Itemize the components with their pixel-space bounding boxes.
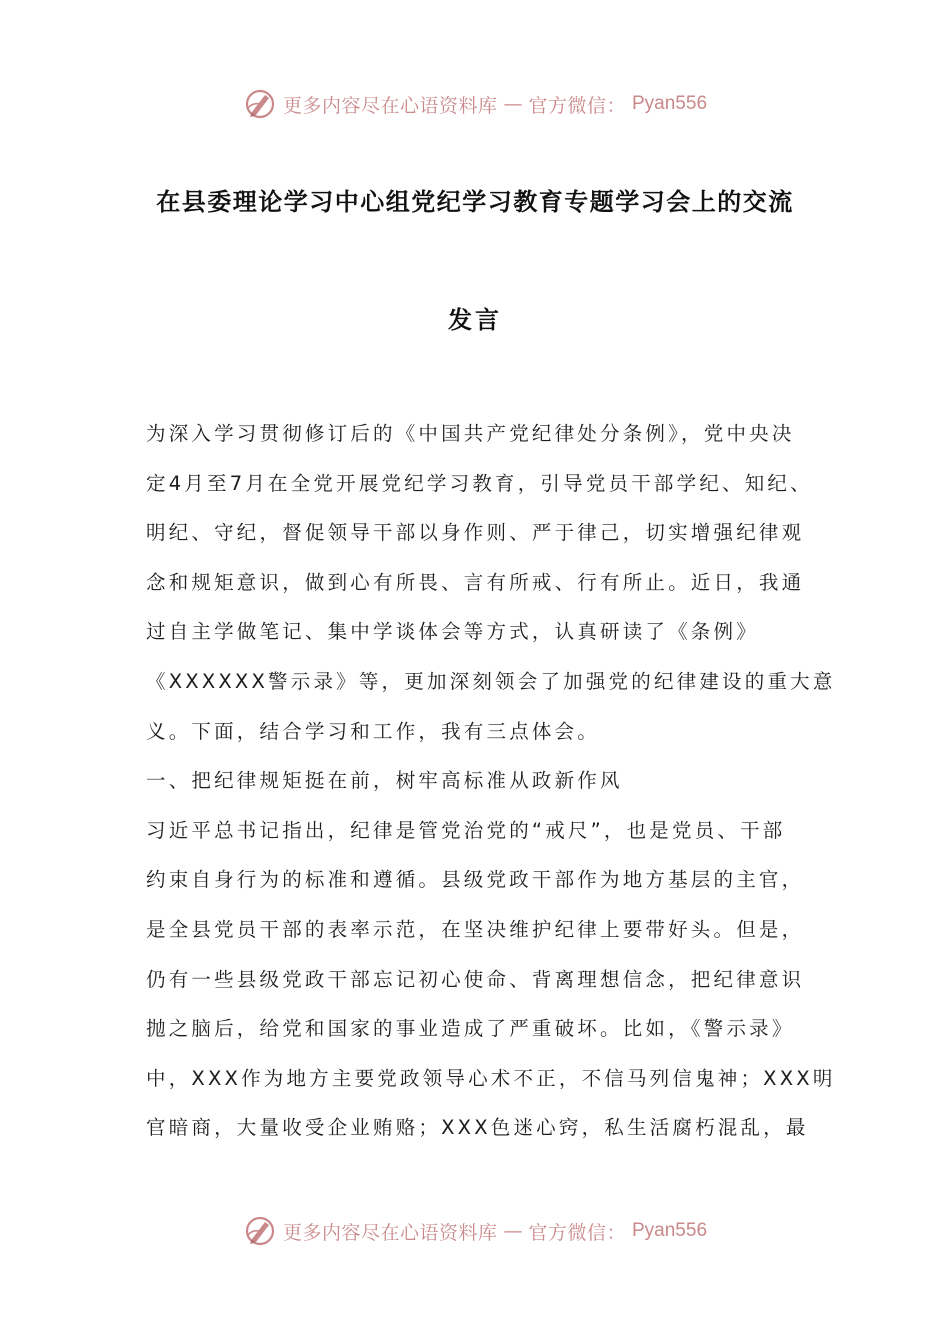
section-heading: 一、把纪律规矩挺在前，树牢高标准从政新作风	[146, 769, 623, 793]
watermark-id: Pyan556	[632, 93, 708, 114]
body-line: 仍有一些县级党政干部忘记初心使命、背离理想信念，把纪律意识	[146, 967, 805, 991]
watermark-separator: —	[503, 93, 523, 115]
document-title-line1: 在县委理论学习中心组党纪学习教育专题学习会上的交流	[156, 188, 794, 216]
body-line: 过自主学做笔记、集中学谈体会等方式，认真研读了《条例》	[146, 620, 759, 644]
body-line: 约束自身行为的标准和遵循。县级党政干部作为地方基层的主官，	[146, 868, 805, 892]
watermark-separator: —	[503, 1220, 523, 1242]
header-watermark	[0, 84, 950, 124]
watermark-contact: 官方微信：	[528, 1221, 626, 1244]
watermark-text: 更多内容尽在心语资料库	[282, 1221, 498, 1244]
body-line: 为深入学习贯彻修订后的《中国共产党纪律处分条例》，党中央决	[146, 422, 795, 445]
body-line: 义。下面，结合学习和工作，我有三点体会。	[146, 719, 601, 743]
body-line: 念和规矩意识，做到心有所畏、言有所戒、行有所止。近日，我通	[146, 570, 805, 594]
pen-logo-icon	[243, 87, 277, 121]
body-line: 《XXXXXX警示录》等，更加深刻领会了加强党的纪律建设的重大意	[146, 669, 836, 693]
document-body	[146, 418, 836, 1162]
body-line: 习近平总书记指出，纪律是管党治党的“戒尺”，也是党员、干部	[146, 818, 786, 842]
body-line: 定4月至7月在全党开展党纪学习教育，引导党员干部学纪、知纪、	[146, 471, 813, 495]
footer-watermark	[0, 1211, 950, 1251]
watermark-text: 更多内容尽在心语资料库	[282, 94, 498, 117]
body-line: 抛之脑后，给党和国家的事业造成了严重破坏。比如，《警示录》	[146, 1017, 795, 1041]
pen-logo-icon	[243, 1214, 277, 1248]
body-line: 中，XXX作为地方主要党政领导心术不正，不信马列信鬼神；XXX明	[146, 1066, 836, 1090]
body-line: 官暗商，大量收受企业贿赂；XXX色迷心窍，私生活腐朽混乱，最	[146, 1116, 809, 1140]
document-title-line2: 发言	[448, 306, 502, 334]
watermark-id: Pyan556	[632, 1220, 708, 1241]
body-line: 是全县党员干部的表率示范，在坚决维护纪律上要带好头。但是，	[146, 917, 805, 941]
watermark-contact: 官方微信：	[528, 94, 626, 117]
body-line: 明纪、守纪，督促领导干部以身作则、严于律己，切实增强纪律观	[146, 521, 805, 545]
